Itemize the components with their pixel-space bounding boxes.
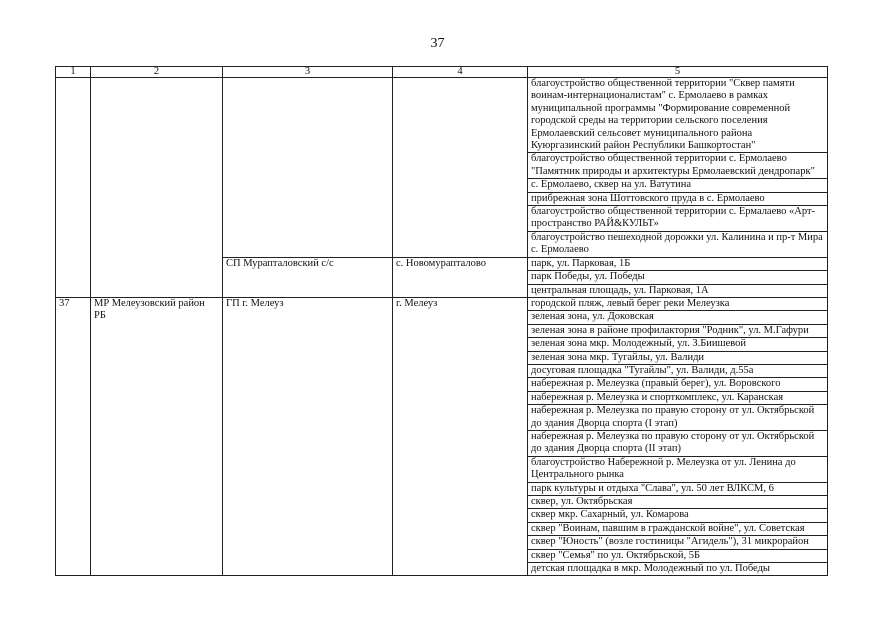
locality-cell: г. Мелеуз	[393, 297, 528, 576]
table-row	[56, 297, 828, 310]
territory-item: набережная р. Мелеузка (правый берег), ул. Воровского	[528, 378, 828, 391]
page-number: 37	[430, 36, 445, 51]
territory-item: зеленая зона мкр. Молодежный, ул. З.Биишевой	[528, 338, 828, 351]
territory-item: парк культуры и отдыха "Слава", ул. 50 лет ВЛКСМ, 6	[528, 482, 828, 495]
territory-item: парк Победы, ул. Победы	[528, 271, 828, 284]
territory-item: сквер мкр. Сахарный, ул. Комарова	[528, 509, 828, 522]
group1-settlement-empty	[223, 78, 393, 258]
group1-locality-empty	[393, 78, 528, 258]
territory-item: сквер "Семья" по ул. Октябрьской, 5Б	[528, 549, 828, 562]
territory-item: набережная р. Мелеузка по правую сторону от ул. Октябрьской до здания Дворца спорта (II этап)	[528, 430, 828, 456]
territory-item: зеленая зона, ул. Доковская	[528, 311, 828, 324]
territory-item: благоустройство общественной территории с. Ермолаево "Памятник природы и архитектуры Ермолаевский дендропарк"	[528, 153, 828, 179]
header-col-3: 3	[223, 67, 393, 78]
territory-item: благоустройство общественной территории "Сквер памяти воинам-интернационалистам" с. Ермолаево в рамках муниципальной программы "Формирование современной городской среды на территории сельского поселения Ермолаевский сельсовет муниципального района Куюргазинский район Республики Башкортостан"	[528, 78, 828, 153]
territory-item: прибрежная зона Шоттовского пруда в с. Ермолаево	[528, 192, 828, 205]
header-col-1: 1	[56, 67, 91, 78]
group1-num-cell	[56, 78, 91, 298]
territory-item: сквер, ул. Октябрьская	[528, 496, 828, 509]
table-header-row	[56, 67, 828, 78]
row-number-cell: 37	[56, 297, 91, 576]
territory-item: сквер "Юность" (возле гостиницы "Агидель"), 31 микрорайон	[528, 536, 828, 549]
header-col-4: 4	[393, 67, 528, 78]
territories-table	[55, 66, 828, 576]
district-cell: МР Мелеузовский район РБ	[91, 297, 223, 576]
territory-item: благоустройство пешеходной дорожки ул. Калинина и пр-т Мира с. Ермолаево	[528, 231, 828, 257]
territory-item: зеленая зона мкр. Тугайлы, ул. Валиди	[528, 351, 828, 364]
territory-item: городской пляж, левый берег реки Мелеузка	[528, 297, 828, 310]
territory-item: благоустройство общественной территории с. Ермалаево «Арт-пространство РАЙ&КУЛЬТ»	[528, 206, 828, 232]
territory-item: сквер "Воинам, павшим в гражданской войне", ул. Советская	[528, 522, 828, 535]
territory-item: благоустройство Набережной р. Мелеузка от ул. Ленина до Центрального рынка	[528, 456, 828, 482]
settlement-cell: СП Мурапталовский с/с	[223, 257, 393, 297]
territory-item: досуговая площадка "Тугайлы", ул. Валиди, д.55а	[528, 364, 828, 377]
territory-item: детская площадка в мкр. Молодежный по ул. Победы	[528, 563, 828, 576]
territory-item: парк, ул. Парковая, 1Б	[528, 257, 828, 270]
table-row	[56, 78, 828, 153]
locality-cell: с. Новомурапталово	[393, 257, 528, 297]
territory-item: набережная р. Мелеузка и спорткомплекс, ул. Каранская	[528, 391, 828, 404]
header-col-2: 2	[91, 67, 223, 78]
group1-district-cell	[91, 78, 223, 298]
territory-item: набережная р. Мелеузка по правую сторону от ул. Октябрьской до здания Дворца спорта (I этап)	[528, 405, 828, 431]
territory-item: центральная площадь, ул. Парковая, 1А	[528, 284, 828, 297]
settlement-cell: ГП г. Мелеуз	[223, 297, 393, 576]
header-col-5: 5	[528, 67, 828, 78]
territory-item: зеленая зона в районе профилактория "Родник", ул. М.Гафури	[528, 324, 828, 337]
territory-item: с. Ермолаево, сквер на ул. Ватутина	[528, 179, 828, 192]
